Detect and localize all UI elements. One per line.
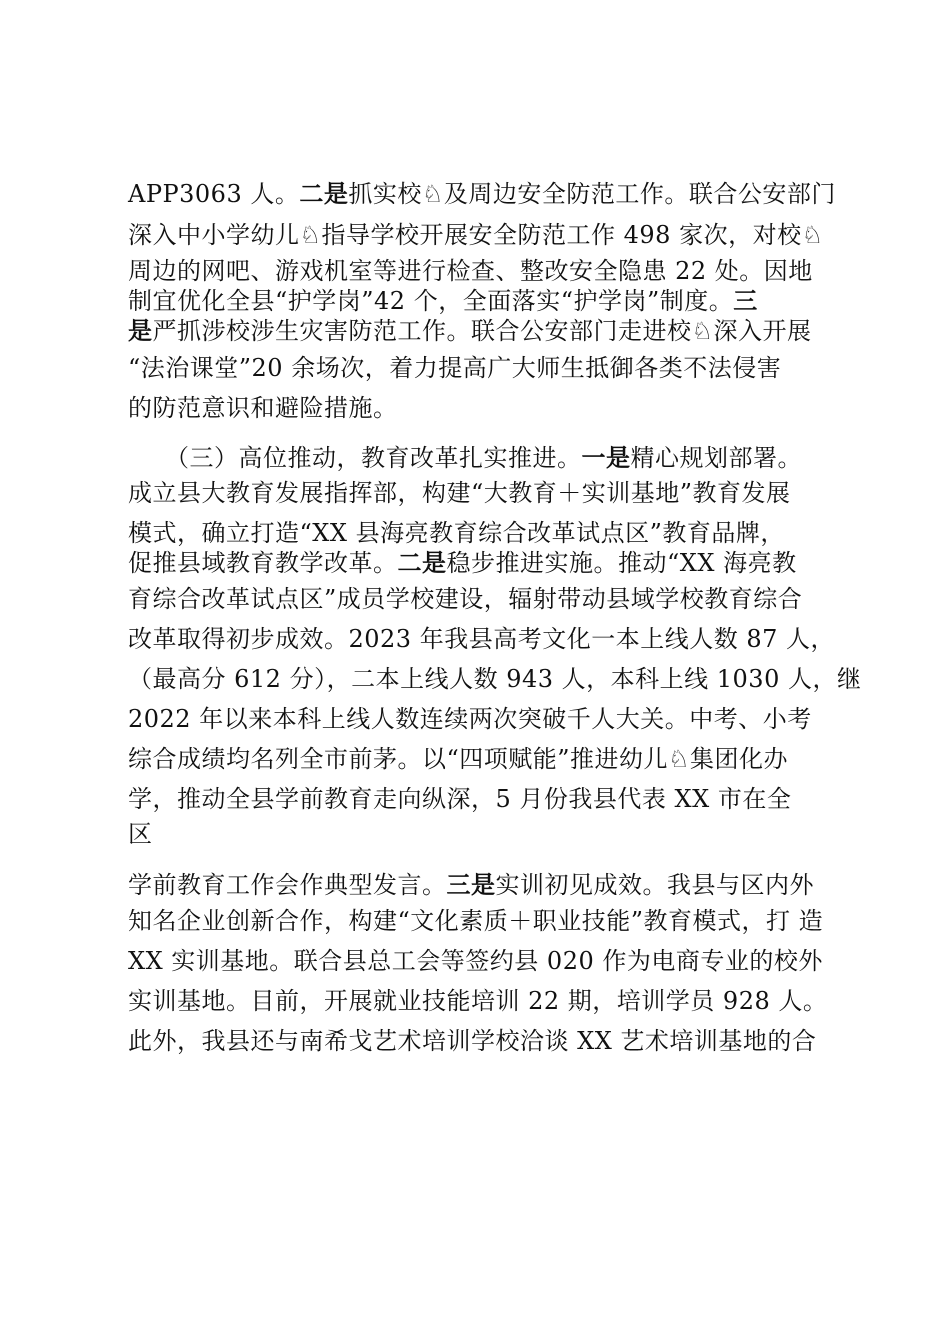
text-line: 学，推动全县学前教育走向纵深，5 月份我县代表 XX 市在全 xyxy=(128,785,792,813)
text-line: 区 xyxy=(128,820,153,848)
text-line: 的防范意识和避险措施。 xyxy=(128,394,398,422)
text-line: “法治课堂”20 余场次，着力提高广大师生抵御各类不法侵害 xyxy=(128,354,782,382)
text-line: 成立县大教育发展指挥部，构建“大教育＋实训基地”教育发展 xyxy=(128,479,791,507)
text-line: 促推县域教育教学改革。二是稳步推进实施。推动“XX 海亮教 xyxy=(128,549,797,577)
text-line: （最高分 612 分），二本上线人数 943 人，本科上线 1030 人，继 xyxy=(128,665,862,693)
text-line: XX 实训基地。联合县总工会等签约县 020 作为电商专业的校外 xyxy=(128,947,823,975)
text-line: 模式，确立打造“XX 县海亮教育综合改革试点区”教育品牌， xyxy=(128,519,785,547)
text-line: 实训基地。目前，开展就业技能培训 22 期，培训学员 928 人。 xyxy=(128,987,828,1015)
text-line: （三）高位推动，教育改革扎实推进。一是精心规划部署。 xyxy=(128,444,802,472)
text-line: 是严抓涉校涉生灾害防范工作。联合公安部门走进校♘深入开展 xyxy=(128,317,812,345)
text-line: 深入中小学幼儿♘指导学校开展安全防范工作 498 家次，对校♘ xyxy=(128,221,824,249)
text-line: 此外，我县还与南希戈艺术培训学校洽谈 XX 艺术培训基地的合 xyxy=(128,1027,817,1055)
text-line: 2022 年以来本科上线人数连续两次突破千人大关。中考、小考 xyxy=(128,705,812,733)
text-line: 周边的网吧、游戏机室等进行检查、整改安全隐患 22 处。因地 xyxy=(128,257,813,285)
text-line: 学前教育工作会作典型发言。三是实训初见成效。我县与区内外 xyxy=(128,871,814,899)
text-line: APP3063 人。二是抓实校♘及周边安全防范工作。联合公安部门 xyxy=(128,180,836,208)
text-line: 制宜优化全县“护学岗”42 个，全面落实“护学岗”制度。三 xyxy=(128,287,758,315)
text-line: 知名企业创新合作，构建“文化素质＋职业技能”教育模式，打 造 xyxy=(128,907,824,935)
text-line: 综合成绩均名列全市前茅。以“四项赋能”推进幼儿♘集团化办 xyxy=(128,745,789,773)
text-line: 育综合改革试点区”成员学校建设，辐射带动县域学校教育综合 xyxy=(128,585,803,613)
text-line: 改革取得初步成效。2023 年我县高考文化一本上线人数 87 人， xyxy=(128,625,836,653)
